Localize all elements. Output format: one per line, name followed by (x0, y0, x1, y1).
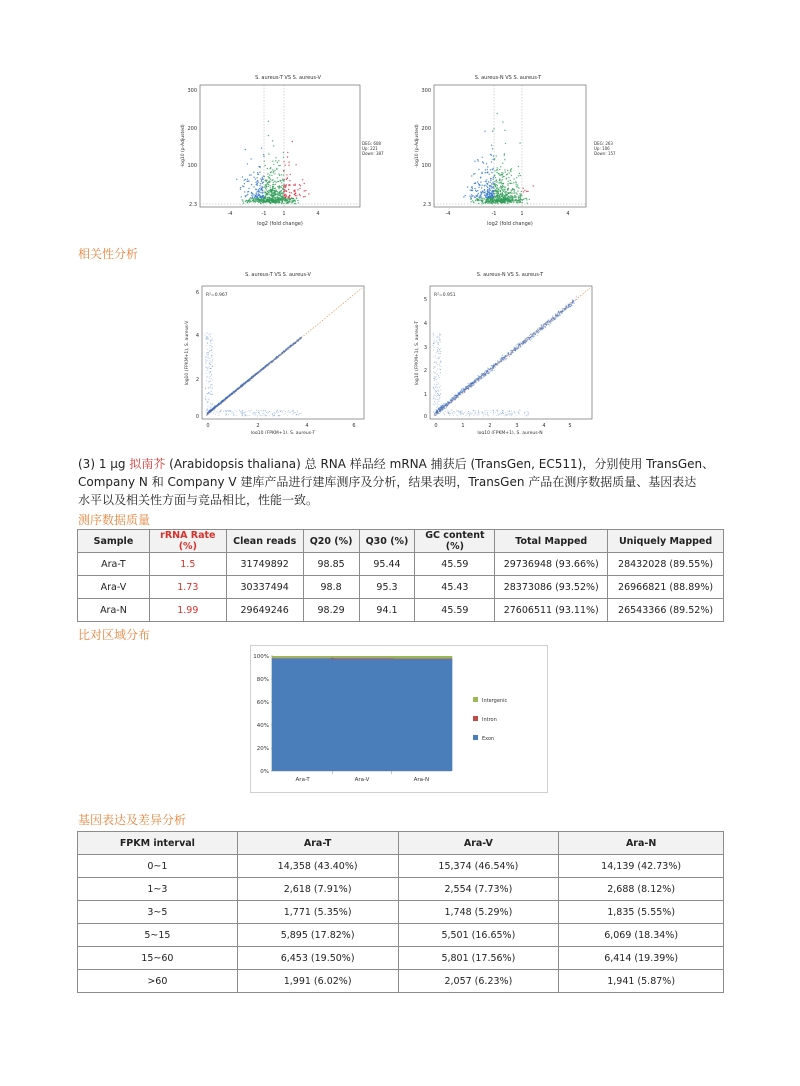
x-tick-label: Ara-V (354, 777, 370, 783)
cell: 0~1 (78, 855, 238, 878)
cell: 15~60 (78, 947, 238, 970)
cell: 98.29 (303, 599, 359, 622)
highlight-species: 拟南芥 (129, 457, 166, 471)
x-tick: 1 (461, 423, 465, 429)
cell: 6,414 (19.39%) (559, 947, 724, 970)
bar-segment-intron (390, 658, 452, 659)
y-axis-label: -log10 (p-Adjusted) (415, 124, 420, 168)
volcano-points (463, 113, 534, 205)
col-header: rRNA Rate (%) (149, 530, 226, 553)
y-tick: 2.3 (423, 202, 431, 208)
y-tick: 0 (423, 414, 427, 420)
y-tick: 2.3 (189, 202, 197, 208)
cell: 28373086 (93.52%) (495, 576, 608, 599)
legend-swatch (473, 697, 478, 702)
y-tick: 2 (423, 368, 427, 374)
y-tick-label: 80% (256, 677, 269, 683)
x-tick: 4 (566, 211, 570, 217)
x-tick: 5 (568, 423, 572, 429)
description-paragraph (78, 455, 728, 509)
cell: 94.1 (359, 599, 415, 622)
table-row (78, 970, 724, 993)
table-row (78, 599, 724, 622)
volcano-title: S. aureus-N VS S. aureus-T (474, 75, 542, 81)
bar-segment-intergenic (331, 656, 393, 658)
col-header: Total Mapped (495, 530, 608, 553)
scatter-plot-1 (178, 268, 378, 434)
col-header: GC content (%) (415, 530, 495, 553)
y-tick: 3 (423, 345, 427, 351)
col-header: Q20 (%) (303, 530, 359, 553)
table-header-row (78, 832, 724, 855)
table-row (78, 855, 724, 878)
cell: 2,688 (8.12%) (559, 878, 724, 901)
x-tick: 2 (256, 423, 260, 429)
cell: 5,895 (17.82%) (237, 924, 398, 947)
section-title-region: 比对区域分布 (78, 628, 151, 642)
deg-stat: DEG: 608 (362, 141, 381, 146)
cell: 29736948 (93.66%) (495, 553, 608, 576)
bar-segment-exon (272, 658, 334, 771)
cell: 28432028 (89.55%) (608, 553, 724, 576)
x-tick: 4 (316, 211, 320, 217)
x-tick: 3 (515, 423, 519, 429)
cell: 98.8 (303, 576, 359, 599)
cell: 95.3 (359, 576, 415, 599)
col-header: Ara-V (398, 832, 559, 855)
x-tick-label: Ara-N (413, 777, 430, 783)
section-title-quality: 测序数据质量 (78, 513, 151, 527)
deg-stat: Up: 106 (594, 146, 610, 151)
col-header: Ara-N (559, 832, 724, 855)
scatter-plot-2 (410, 268, 610, 434)
cell: 3~5 (78, 901, 238, 924)
y-tick-label: 100% (253, 654, 269, 660)
bar-segment-intergenic (390, 656, 452, 658)
cell: 15,374 (46.54%) (398, 855, 559, 878)
cell: 14,358 (43.40%) (237, 855, 398, 878)
bar-segment-exon (390, 659, 452, 771)
cell: 1,748 (5.29%) (398, 901, 559, 924)
col-header: Sample (78, 530, 150, 553)
cell: 2,554 (7.73%) (398, 878, 559, 901)
region-chart-container (250, 645, 548, 793)
bar-segment-intron (331, 658, 393, 659)
col-header: Q30 (%) (359, 530, 415, 553)
deg-stat: Down: 157 (594, 151, 616, 156)
cell: 29649246 (226, 599, 303, 622)
cell: 6,453 (19.50%) (237, 947, 398, 970)
region-stacked-bar-chart (251, 646, 547, 792)
cell: 26966821 (88.89%) (608, 576, 724, 599)
table-row (78, 924, 724, 947)
cell: 1,771 (5.35%) (237, 901, 398, 924)
volcano-plot-2 (398, 70, 618, 230)
y-tick: 0 (195, 414, 199, 420)
x-tick: 1 (520, 211, 524, 217)
cell: 1.73 (149, 576, 226, 599)
scatter-title: S. aureus-N VS S. aureus-T (476, 272, 544, 278)
col-header: Clean reads (226, 530, 303, 553)
cell: 14,139 (42.73%) (559, 855, 724, 878)
cell: Ara-T (78, 553, 150, 576)
cell: 1,941 (5.87%) (559, 970, 724, 993)
r-squared: R²=0.951 (434, 293, 456, 298)
section-title-expression: 基因表达及差异分析 (78, 813, 187, 827)
fpkm-table (77, 831, 724, 993)
cell: >60 (78, 970, 238, 993)
cell: 1,835 (5.55%) (559, 901, 724, 924)
y-tick-label: 60% (256, 700, 269, 706)
volcano-points (236, 121, 309, 205)
x-tick: 2 (488, 423, 492, 429)
cell: 30337494 (226, 576, 303, 599)
x-tick-label: Ara-T (295, 777, 310, 783)
x-tick: -1 (491, 211, 497, 217)
cell: 45.59 (415, 599, 495, 622)
cell: 45.59 (415, 553, 495, 576)
y-tick: 2 (195, 377, 199, 383)
col-header: Uniquely Mapped (608, 530, 724, 553)
quality-table (77, 529, 724, 622)
plot-frame (200, 85, 360, 207)
volcano-plot-1 (178, 70, 398, 230)
col-header: Ara-T (237, 832, 398, 855)
y-tick-label: 0% (260, 769, 269, 775)
scatter-points (433, 296, 578, 416)
x-axis-label: log2 (fold change) (487, 221, 533, 227)
plot-frame (434, 85, 586, 207)
cell: Ara-V (78, 576, 150, 599)
paragraph-line-2: Company N 和 Company V 建库产品进行建库测序及分析，结果表明，TransGen 产品在测序数据质量、基因表达 (78, 475, 697, 489)
paragraph-line-1: (3) 1 µg 拟南芥 (Arabidopsis thaliana) 总 RNA 样品经 mRNA 捕获后 (TransGen, EC511)，分别使用 TransGen、 (78, 457, 715, 471)
legend-swatch (473, 735, 478, 740)
bar-segment-intron (272, 658, 334, 659)
section-title-correlation: 相关性分析 (78, 247, 139, 261)
x-tick: 4 (305, 423, 309, 429)
cell: 45.43 (415, 576, 495, 599)
y-tick: 100 (421, 163, 431, 169)
y-tick: 1 (423, 392, 427, 398)
volcano-title: S. aureus-T VS S. aureus-V (255, 75, 321, 81)
y-tick: 200 (187, 126, 197, 132)
y-tick: 200 (421, 126, 431, 132)
y-axis-label: -log10 (p-Adjusted) (181, 124, 186, 168)
legend-label: Intron (482, 717, 497, 723)
paragraph-line-3: 水平以及相关性方面与竞品相比，性能一致。 (78, 493, 319, 507)
y-tick: 100 (187, 163, 197, 169)
cell: 95.44 (359, 553, 415, 576)
x-tick: -4 (445, 211, 451, 217)
y-tick: 4 (195, 333, 199, 339)
cell: 6,069 (18.34%) (559, 924, 724, 947)
scatter-points (205, 333, 303, 417)
bar-segment-exon (331, 659, 393, 771)
col-header: FPKM interval (78, 832, 238, 855)
cell: 27606511 (93.11%) (495, 599, 608, 622)
y-tick-label: 20% (256, 746, 269, 752)
x-axis-label: log2 (fold change) (257, 221, 303, 227)
y-tick: 300 (187, 88, 197, 94)
deg-stat: Down: 387 (362, 151, 384, 156)
cell: 98.85 (303, 553, 359, 576)
y-tick: 6 (195, 290, 199, 296)
x-tick: 4 (542, 423, 546, 429)
x-tick: 1 (282, 211, 286, 217)
legend-label: Intergenic (482, 698, 508, 704)
cell: 1.5 (149, 553, 226, 576)
x-tick: 0 (434, 423, 438, 429)
x-tick: 6 (352, 423, 356, 429)
x-axis-label: log10 (FPKM+1), S. aureus-T (250, 431, 316, 434)
x-tick: 0 (206, 423, 210, 429)
table-row (78, 553, 724, 576)
cell: 26543366 (89.52%) (608, 599, 724, 622)
table-row (78, 901, 724, 924)
scatter-title: S. aureus-T VS S. aureus-V (245, 272, 311, 278)
cell: 1.99 (149, 599, 226, 622)
cell: Ara-N (78, 599, 150, 622)
x-tick: -1 (261, 211, 267, 217)
y-tick-label: 40% (256, 723, 269, 729)
table-row (78, 878, 724, 901)
legend-swatch (473, 716, 478, 721)
x-tick: -4 (227, 211, 233, 217)
deg-stat: DEG: 263 (594, 141, 613, 146)
y-axis-label: log10 (FPKM+1), S. aureus-V (185, 320, 190, 386)
table-header-row (78, 530, 724, 553)
bar-segment-intergenic (272, 656, 334, 658)
y-axis-label: log10 (FPKM+1), S. aureus-T (415, 320, 420, 386)
cell: 5,801 (17.56%) (398, 947, 559, 970)
cell: 1~3 (78, 878, 238, 901)
cell: 5~15 (78, 924, 238, 947)
table-row (78, 947, 724, 970)
legend-label: Exon (482, 736, 495, 742)
r-squared: R²=0.967 (206, 293, 228, 298)
cell: 1,991 (6.02%) (237, 970, 398, 993)
cell: 2,618 (7.91%) (237, 878, 398, 901)
y-tick: 4 (423, 321, 427, 327)
cell: 2,057 (6.23%) (398, 970, 559, 993)
deg-stat: Up: 221 (362, 146, 378, 151)
y-tick: 5 (423, 297, 427, 303)
cell: 31749892 (226, 553, 303, 576)
table-row (78, 576, 724, 599)
y-tick: 300 (421, 88, 431, 94)
x-axis-label: log10 (FPKM+1), S. aureus-N (477, 431, 543, 434)
cell: 5,501 (16.65%) (398, 924, 559, 947)
